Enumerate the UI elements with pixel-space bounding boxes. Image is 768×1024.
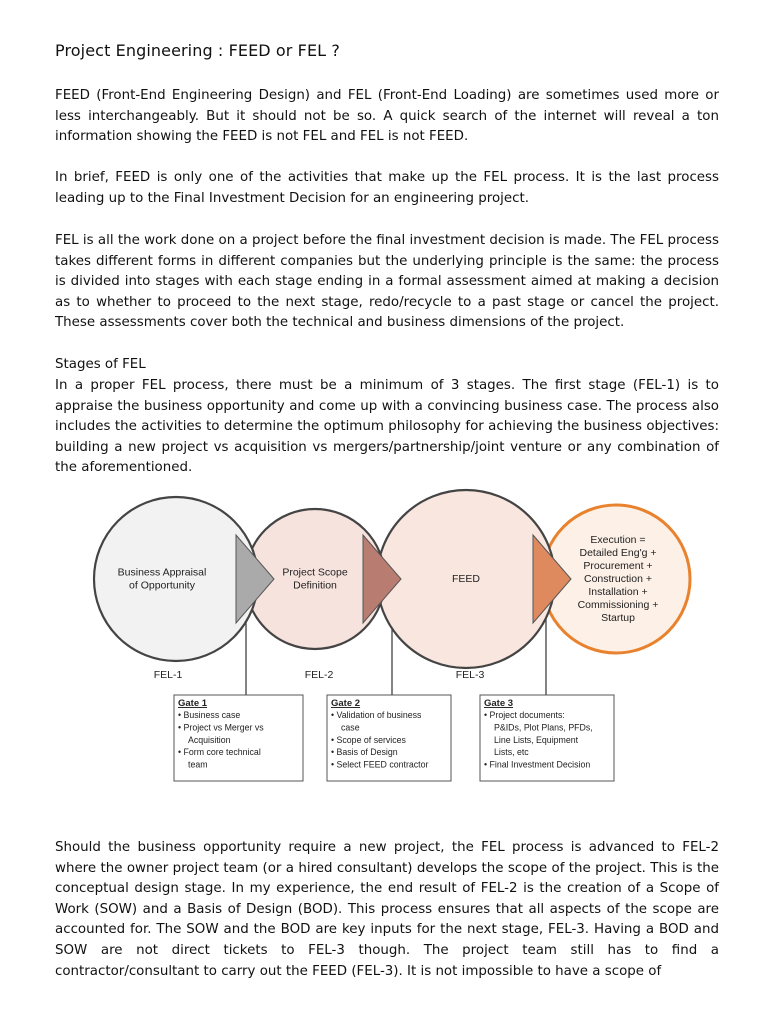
gate-item-line: P&IDs, Plot Plans, PFDs, — [494, 722, 593, 733]
stage-label-line: Construction + — [584, 573, 652, 585]
gate-item-line: • Final Investment Decision — [484, 759, 591, 770]
stage-label-line: Definition — [293, 579, 337, 592]
gate-item-line: • Project vs Merger vs — [178, 722, 264, 733]
gate-title: Gate 2 — [331, 698, 361, 709]
gate-item-line: • Scope of services — [331, 734, 406, 745]
fel-stage-label: FEL-2 — [304, 669, 334, 681]
gate-item-line: case — [341, 722, 360, 733]
gate-item-line: Line Lists, Equipment — [494, 734, 579, 745]
stage-label-line: of Opportunity — [129, 579, 195, 592]
page-title: Project Engineering : FEED or FEL ? — [55, 41, 340, 60]
stage-label-line: Execution = — [590, 534, 646, 546]
stage-label-line: Project Scope — [282, 566, 348, 579]
stage-label-line: Startup — [601, 612, 635, 624]
section-heading-stages: Stages of FEL — [55, 357, 146, 372]
gate-item-line: Acquisition — [188, 734, 231, 745]
paragraph-stages: In a proper FEL process, there must be a minimum of 3 stages. The first stage (FEL-1) is to appraise the business opportunity and come up with a convincing business case. The process also includes the activities to determine the optimum philosophy for achieving the business objectives: building a new project vs acquisition vs mergers/partnership/joint venture or any combination of the aforementioned. — [55, 378, 719, 476]
stage-label-line: FEED — [451, 573, 481, 585]
gate-item-line: • Basis of Design — [331, 747, 398, 758]
gate-item-line: • Project documents: — [484, 710, 565, 720]
paragraph-intro: FEED (Front-End Engineering Design) and FEL (Front-End Loading) are sometimes used more or less interchangeably. But it should not be so. A quick search of the internet will reveal a ton information showing the FEED is not FEL and FEL is not FEED. — [55, 88, 719, 145]
stage-label-line: Business Appraisal — [117, 566, 207, 579]
fel-stage-label: FEL-3 — [455, 669, 485, 681]
stage-label-line: Commissioning + — [577, 599, 659, 611]
stage-label-line: Detailed Eng'g + — [579, 547, 657, 559]
gate-item-line: • Business case — [178, 710, 241, 720]
gate-item-line: • Select FEED contractor — [331, 759, 429, 770]
paragraph-brief: In brief, FEED is only one of the activities that make up the FEL process. It is the last process leading up to the Final Investment Decision for an engineering project. — [55, 170, 719, 206]
gate-item-line: • Form core technical — [178, 747, 261, 758]
gate-item-line: Lists, etc — [494, 747, 529, 758]
gate-title: Gate 1 — [178, 698, 208, 709]
gate-item-line: team — [188, 759, 208, 770]
paragraph-fel2: Should the business opportunity require a new project, the FEL process is advanced to FEL-2 where the owner project team (or a hired consultant) develops the scope of the project. This is the conceptual design stage. In my experience, the end result of FEL-2 is the creation of a Scope of Work (SOW) and a Basis of Design (BOD). This process ensures that all aspects of the scope are accounted for. The SOW and the BOD are key inputs for the next stage, FEL-3. Having a BOD and SOW are not direct tickets to FEL-3 though. The project team still has to find a contractor/consultant to carry out the FEED (FEL-3). It is not impossible to have a scope of — [55, 840, 719, 979]
gate-item-line: • Validation of business — [331, 710, 422, 720]
fel-stage-label: FEL-1 — [153, 669, 183, 681]
gate-title: Gate 3 — [484, 698, 514, 709]
stage-label-line: Installation + — [588, 586, 648, 598]
stage-label-line: Procurement + — [583, 560, 653, 572]
paragraph-fel-definition: FEL is all the work done on a project before the final investment decision is made. The FEL process takes different forms in different companies but the underlying principle is the same: the process is divided into stages with each stage ending in a formal assessment aimed at making a decision as to whether to proceed to the next stage, redo/recycle to a past stage or cancel the project. These assessments cover both the technical and business dimensions of the project. — [55, 233, 719, 331]
